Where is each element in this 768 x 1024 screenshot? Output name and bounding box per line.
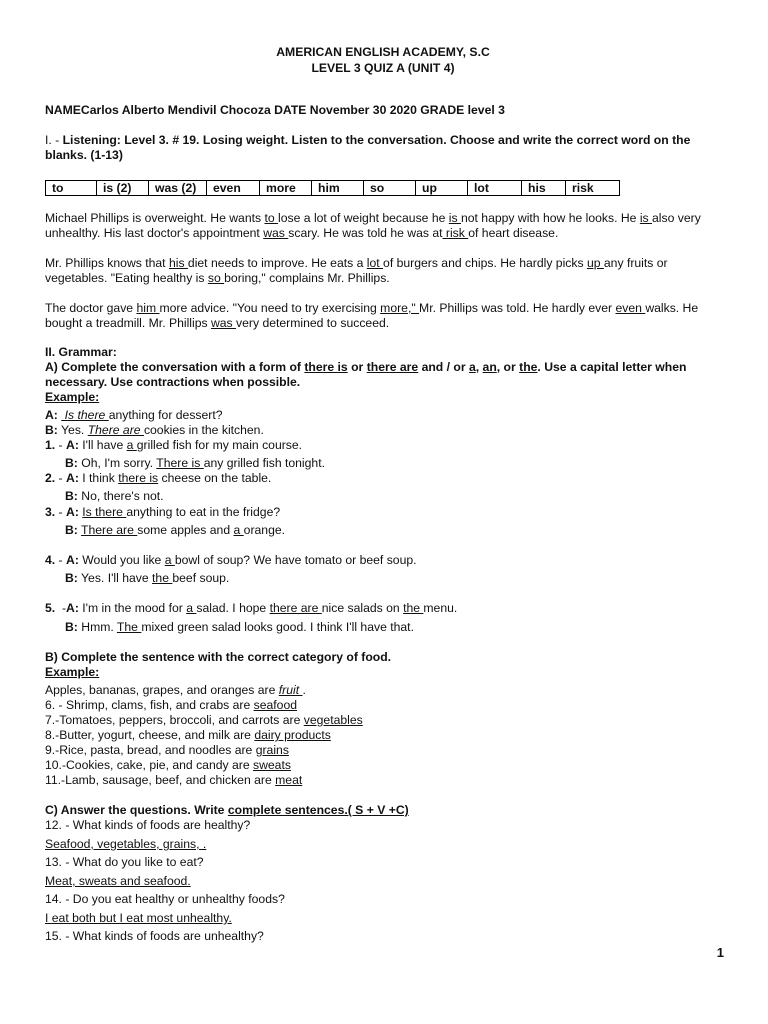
- food-item-6: 6. - Shrimp, clams, fish, and crabs are seafood: [45, 698, 297, 712]
- answer-blank: vegetables: [303, 713, 363, 727]
- grammar-item-5-b: B: Hmm. The mixed green salad looks good. I think I'll have that.: [65, 620, 414, 634]
- answer-blank: was: [263, 226, 289, 240]
- answer-13: Meat, sweats and seafood.: [45, 874, 191, 888]
- listening-paragraph-2: Mr. Phillips knows that his diet needs to improve. He eats a lot of burgers and chips. He hardly picks up any fruits or vegetables. "Eating healthy is so boring," complains Mr. Phillips.: [45, 256, 668, 285]
- answer-blank: the: [152, 571, 173, 585]
- grammar-item-1-a: 1. - A: I'll have a grilled fish for my main course.: [45, 438, 303, 452]
- word-bank-cell: so: [364, 181, 416, 196]
- grammar-item-3-a: 3. - A: Is there anything to eat in the fridge?: [45, 505, 281, 519]
- student-info-line: [45, 103, 505, 118]
- example-a: A: Is there anything for dessert?: [45, 408, 223, 422]
- date-label: DATE: [274, 103, 307, 117]
- listening-paragraph-1: Michael Phillips is overweight. He wants to lose a lot of weight because he is not happy with how he looks. He is also very unhealthy. His last doctor's appointment was scary. He was told he was at risk of heart disease.: [45, 211, 701, 240]
- answer-blank: dairy products: [254, 728, 331, 742]
- answer-blank: there is: [118, 471, 159, 485]
- name-label: NAME: [45, 103, 81, 117]
- word-bank-cell: was (2): [149, 181, 207, 196]
- answer-blank: a: [186, 601, 197, 615]
- page-number: 1: [716, 945, 724, 960]
- listening-paragraph-3: The doctor gave him more advice. "You need to try exercising more," Mr. Phillips was told. He hardly ever even walks. He bought a treadmill. Mr. Phillips was very determined to succeed.: [45, 301, 699, 330]
- answer-14: I eat both but I eat most unhealthy.: [45, 911, 232, 925]
- grammar-item-3-b: B: There are some apples and a orange.: [65, 523, 286, 537]
- answer-blank: a: [233, 523, 244, 537]
- food-section-title: B) Complete the sentence with the correct category of food.: [45, 650, 392, 664]
- answer-blank: a: [164, 553, 175, 567]
- student-name: Carlos Alberto Mendivil Chocoza: [80, 103, 271, 117]
- word-bank-cell: to: [46, 181, 97, 196]
- answer-blank: grains: [255, 743, 289, 757]
- word-bank-cell: his: [522, 181, 566, 196]
- answer-blank: more,": [380, 301, 420, 315]
- answer-blank: There are: [81, 523, 138, 537]
- answer-blank: there are: [269, 601, 322, 615]
- answer-blank: his: [168, 256, 188, 270]
- answer-blank: is: [639, 211, 653, 225]
- answer-blank: sweats: [253, 758, 291, 772]
- word-bank-cell: him: [312, 181, 364, 196]
- answer-blank: is: [448, 211, 461, 225]
- food-item-9: 9.-Rice, pasta, bread, and noodles are grains: [45, 743, 289, 757]
- grade-label: GRADE: [420, 103, 465, 117]
- answer-blank: him: [136, 301, 160, 315]
- listening-heading: I. - Listening: Level 3. # 19. Losing weight. Listen to the conversation. Choose and write the correct word on the blanks. (1-13): [45, 133, 691, 162]
- word-bank-table: [45, 180, 620, 196]
- questions-title: C) Answer the questions. Write complete sentences.( S + V +C): [45, 803, 409, 817]
- grammar-a-instructions: A) Complete the conversation with a form of there is or there are and / or a, an, or the. Use a capital letter when necessary. Use contractions when possible.: [45, 360, 687, 389]
- word-bank-cell: more: [260, 181, 312, 196]
- food-example: Apples, bananas, grapes, and oranges are fruit .: [45, 683, 306, 697]
- grammar-item-4-b: B: Yes. I'll have the beef soup.: [65, 571, 230, 585]
- answer-12: Seafood, vegetables, grains, .: [45, 837, 207, 851]
- answer-blank: Is there: [82, 505, 127, 519]
- question-13: 13. - What do you like to eat?: [45, 855, 204, 869]
- example-label: Example:: [45, 390, 100, 404]
- food-example-label: Example:: [45, 665, 100, 679]
- answer-blank: risk: [442, 226, 469, 240]
- answer-blank: seafood: [253, 698, 297, 712]
- grammar-item-5-a: 5. -A: I'm in the mood for a salad. I hope there are nice salads on the menu.: [45, 601, 458, 615]
- food-item-8: 8.-Butter, yogurt, cheese, and milk are dairy products: [45, 728, 331, 742]
- quiz-title: LEVEL 3 QUIZ A (UNIT 4): [311, 61, 455, 75]
- answer-blank: to: [264, 211, 279, 225]
- question-12: 12. - What kinds of foods are healthy?: [45, 818, 251, 832]
- answer-blank: the: [403, 601, 424, 615]
- question-15: 15. - What kinds of foods are unhealthy?: [45, 929, 264, 943]
- answer-blank: meat: [275, 773, 303, 787]
- answer-blank: The: [116, 620, 142, 634]
- grammar-item-4-a: 4. - A: Would you like a bowl of soup? We have tomato or beef soup.: [45, 553, 417, 567]
- example-b: B: Yes. There are cookies in the kitchen.: [45, 423, 264, 437]
- food-item-7: 7.-Tomatoes, peppers, broccoli, and carrots are vegetables: [45, 713, 363, 727]
- answer-blank: a: [126, 438, 137, 452]
- word-bank-cell: is (2): [97, 181, 149, 196]
- answer-blank: up: [586, 256, 604, 270]
- answer-blank: so: [207, 271, 225, 285]
- answer-blank: even: [615, 301, 646, 315]
- grammar-title: II. Grammar:: [45, 345, 117, 359]
- answer-blank: lot: [366, 256, 384, 270]
- grammar-item-2-a: 2. - A: I think there is cheese on the table.: [45, 471, 272, 485]
- word-bank-cell: lot: [468, 181, 522, 196]
- word-bank-cell: risk: [566, 181, 620, 196]
- food-item-10: 10.-Cookies, cake, pie, and candy are sweats: [45, 758, 291, 772]
- grammar-item-1-b: B: Oh, I'm sorry. There is any grilled fish tonight.: [65, 456, 325, 470]
- student-grade: level 3: [467, 103, 505, 117]
- grammar-item-2-b: B: No, there's not.: [65, 489, 164, 503]
- question-14: 14. - Do you eat healthy or unhealthy foods?: [45, 892, 285, 906]
- school-name: AMERICAN ENGLISH ACADEMY, S.C: [276, 45, 490, 59]
- word-bank-cell: up: [416, 181, 468, 196]
- answer-blank: was: [210, 316, 237, 330]
- word-bank-cell: even: [207, 181, 260, 196]
- answer-blank: There is: [156, 456, 204, 470]
- student-date: November 30 2020: [309, 103, 417, 117]
- food-item-11: 11.-Lamb, sausage, beef, and chicken are meat: [45, 773, 303, 787]
